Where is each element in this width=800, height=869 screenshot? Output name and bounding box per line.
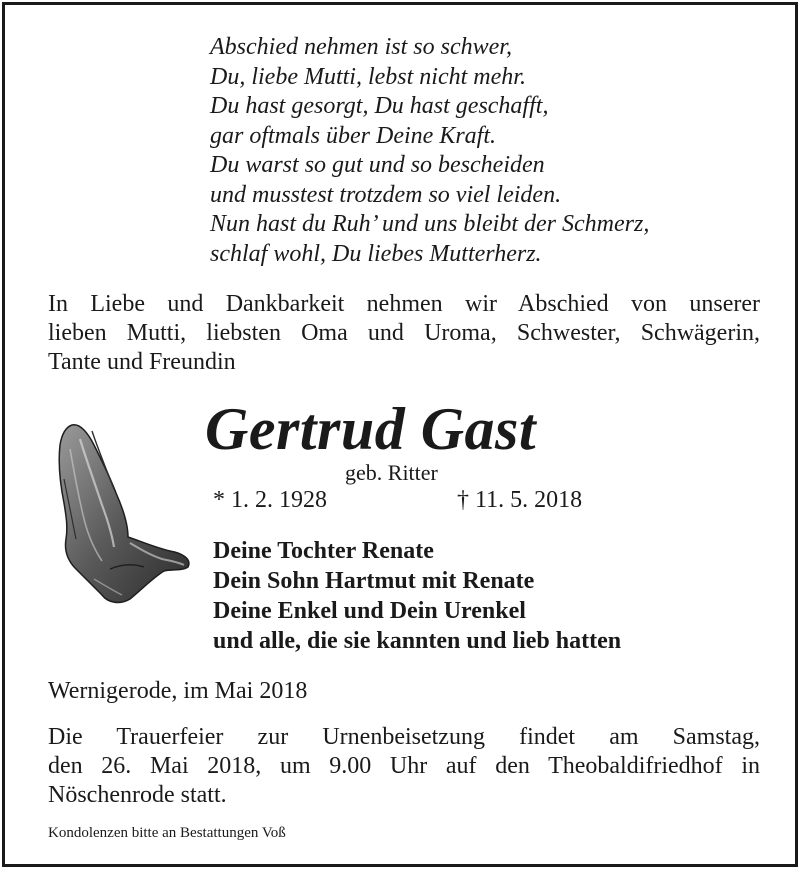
poem-line: Du hast gesorgt, Du hast geschafft, bbox=[210, 93, 549, 119]
poem-line: und musstest trotzdem so viel leiden. bbox=[210, 181, 562, 208]
poem-line: schlaf wohl, Du liebes Mutterherz. bbox=[210, 240, 542, 267]
death-date: † 11. 5. 2018 bbox=[457, 487, 583, 513]
mourner-line: Deine Enkel und Dein Urenkel bbox=[213, 598, 526, 624]
poem-line: Abschied nehmen ist so schwer, bbox=[210, 34, 512, 60]
mourner-line: und alle, die sie kannten und lieb hatten bbox=[213, 628, 622, 654]
intro-line: lieben Mutti, liebsten Oma und Uroma, Schwester, Schwägerin, bbox=[48, 320, 760, 346]
intro-line: In Liebe und Dankbarkeit nehmen wir Abschied von unserer bbox=[48, 291, 760, 317]
poem-line: Du warst so gut und so bescheiden bbox=[210, 152, 545, 178]
service-line: Nöschenrode statt. bbox=[48, 782, 227, 808]
mourner-line: Deine Tochter Renate bbox=[213, 538, 434, 564]
deceased-name: Gertrud Gast bbox=[205, 396, 537, 462]
intro-line: Tante und Freundin bbox=[48, 349, 236, 375]
mourners-list bbox=[213, 536, 621, 656]
mourner-line: Dein Sohn Hartmut mit Renate bbox=[213, 568, 535, 594]
intro-text bbox=[48, 290, 760, 377]
place-date: Wernigerode, im Mai 2018 bbox=[48, 678, 308, 704]
praying-hands-icon bbox=[50, 419, 195, 609]
poem-line: gar oftmals über Deine Kraft. bbox=[210, 122, 496, 149]
condolences-note: Kondolenzen bitte an Bestattungen Voß bbox=[48, 825, 286, 841]
poem-line: Nun hast du Ruh’ und uns bleibt der Schmerz, bbox=[210, 211, 650, 237]
maiden-name: geb. Ritter bbox=[345, 460, 438, 485]
service-line: den 26. Mai 2018, um 9.00 Uhr auf den Theobaldifriedhof in bbox=[48, 753, 760, 779]
poem-line: Du, liebe Mutti, lebst nicht mehr. bbox=[210, 63, 526, 90]
service-line: Die Trauerfeier zur Urnenbeisetzung findet am Samstag, bbox=[48, 724, 760, 750]
obituary-notice bbox=[2, 2, 798, 867]
memorial-poem bbox=[210, 33, 649, 269]
funeral-service-text bbox=[48, 723, 760, 810]
birth-date: * 1. 2. 1928 bbox=[213, 487, 327, 513]
